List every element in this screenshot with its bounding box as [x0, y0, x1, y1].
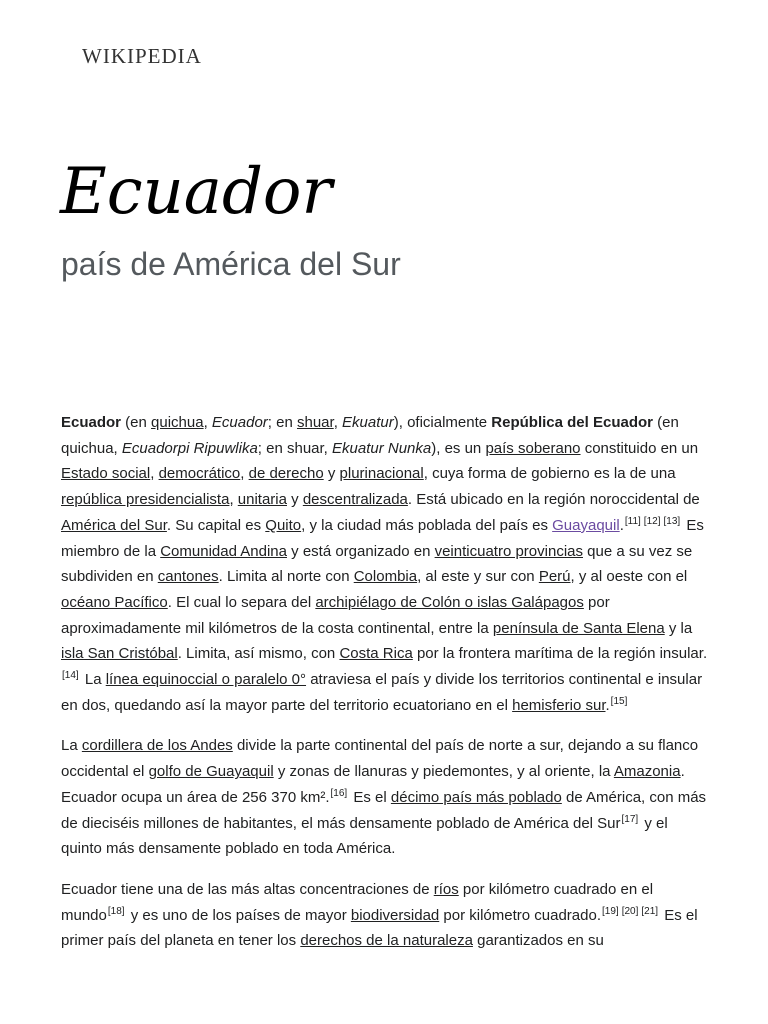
reference[interactable] — [663, 516, 680, 527]
reference-link[interactable]: [16] — [330, 787, 348, 799]
reference[interactable] — [602, 906, 619, 917]
reference-link[interactable]: [11] — [624, 515, 641, 527]
text: , cuya forma de gobierno es la de una — [423, 465, 676, 483]
link-unitaria[interactable]: unitaria — [237, 491, 287, 509]
paragraph-geography — [61, 733, 709, 862]
text: , — [229, 491, 238, 509]
text: , al este y sur con — [417, 568, 539, 586]
reference[interactable] — [644, 516, 661, 527]
text: constituido en un — [580, 439, 699, 457]
link-republica-presidencialista[interactable]: república presidencialista — [61, 491, 230, 509]
link-isla-san-cristobal[interactable]: isla San Cristóbal — [61, 645, 178, 663]
text: ; en — [267, 414, 297, 431]
link-linea-equinoccial[interactable]: línea equinoccial o paralelo 0° — [105, 671, 307, 689]
link-peru[interactable]: Perú — [538, 568, 571, 586]
link-colombia[interactable]: Colombia — [353, 568, 418, 586]
text: ; en shuar, — [257, 439, 333, 457]
reference-link[interactable]: [19] — [602, 905, 619, 917]
text: ), es un — [431, 439, 486, 457]
link-shuar[interactable]: shuar — [296, 414, 334, 431]
link-plurinacional[interactable]: plurinacional — [339, 465, 424, 483]
link-amazonia[interactable]: Amazonia — [613, 763, 681, 781]
reference[interactable] — [611, 696, 628, 707]
link-costa-rica[interactable]: Costa Rica — [339, 645, 413, 663]
article-body — [61, 410, 709, 969]
link-hemisferio-sur[interactable]: hemisferio sur — [512, 696, 606, 714]
link-peninsula-santa-elena[interactable]: península de Santa Elena — [492, 619, 665, 637]
text: La — [61, 737, 82, 755]
reference-link[interactable]: [12] — [643, 515, 661, 527]
italic-ekuatur: Ekuatur — [342, 414, 394, 431]
paragraph-intro — [61, 410, 709, 718]
text: de América, con más de dieciséis millones de habitantes, el más densamente poblado de América del Sur — [61, 788, 707, 832]
link-derechos-naturaleza[interactable]: derechos de la naturaleza — [300, 932, 473, 950]
italic-ecuador: Ecuador — [211, 414, 268, 431]
text: . Ecuador ocupa un área de 256 370 km². — [61, 763, 685, 806]
text: Es miembro de la — [61, 516, 704, 560]
reference[interactable] — [625, 516, 641, 527]
reference-link[interactable]: [21] — [641, 905, 659, 917]
bold-republica: República del Ecuador — [491, 414, 653, 431]
text: y el quinto más densamente poblado en toda América. — [61, 814, 668, 858]
text: , y la ciudad más poblada del país es — [301, 516, 553, 534]
link-veinticuatro-provincias[interactable]: veinticuatro provincias — [434, 542, 583, 560]
reference[interactable] — [62, 670, 79, 681]
text: garantizados en su — [472, 932, 604, 950]
link-comunidad-andina[interactable]: Comunidad Andina — [160, 542, 287, 560]
text: (en — [121, 414, 152, 431]
italic-ecuadorpi: Ecuadorpi Ripuwlika — [121, 439, 258, 457]
reference[interactable] — [622, 906, 639, 917]
reference[interactable] — [331, 788, 348, 799]
text: por kilómetro cuadrado. — [439, 906, 601, 924]
text: , — [240, 465, 249, 483]
reference-link[interactable]: [17] — [621, 813, 639, 825]
italic-ekuatur-nunka: Ekuatur Nunka — [332, 439, 432, 457]
text: . El cual lo separa del — [167, 593, 316, 611]
reference-link[interactable]: [14] — [62, 670, 79, 682]
text: Es el — [349, 788, 391, 806]
reference-link[interactable]: [20] — [621, 905, 639, 917]
text: . Está ubicado en la región noroccidental de — [407, 491, 700, 509]
page-description: país de América del Sur — [61, 246, 401, 282]
link-democratico[interactable]: democrático — [158, 465, 241, 483]
text: y está organizado en — [286, 542, 435, 560]
text: por kilómetro cuadrado en el mundo — [61, 880, 654, 924]
text: , y al oeste con el — [570, 568, 688, 586]
paragraph-biodiversity — [61, 877, 709, 954]
text: atraviesa el país y divide los territorios continental e insular en dos, quedando así la mayor parte del territorio ecuatoriano en el — [61, 671, 703, 714]
reference[interactable] — [108, 906, 125, 917]
text: . Limita al norte con — [218, 568, 354, 586]
link-golfo-guayaquil[interactable]: golfo de Guayaquil — [148, 763, 274, 781]
link-descentralizada[interactable]: descentralizada — [302, 491, 408, 509]
link-cantones[interactable]: cantones — [157, 568, 219, 586]
link-quito[interactable]: Quito — [265, 516, 302, 534]
link-quichua[interactable]: quichua — [151, 414, 204, 431]
text: por la frontera marítima de la región insular. — [412, 645, 708, 663]
text: , — [203, 414, 212, 431]
link-america-del-sur[interactable]: América del Sur — [61, 516, 167, 534]
reference-link[interactable]: [15] — [610, 695, 628, 707]
link-pais-soberano[interactable]: país soberano — [485, 439, 581, 457]
text: y la — [664, 619, 693, 637]
bold-ecuador: Ecuador — [61, 414, 122, 431]
reference[interactable] — [641, 906, 658, 917]
link-biodiversidad[interactable]: biodiversidad — [350, 906, 440, 924]
link-de-derecho[interactable]: de derecho — [248, 465, 324, 483]
link-estado-social[interactable]: Estado social — [61, 465, 151, 483]
page-title: Ecuador — [60, 155, 333, 229]
link-cordillera-andes[interactable]: cordillera de los Andes — [81, 737, 233, 755]
reference[interactable] — [622, 814, 639, 825]
text: Ecuador tiene una de las más altas concentraciones de — [61, 880, 434, 898]
text: . Limita, así mismo, con — [177, 645, 340, 663]
text: y — [286, 491, 303, 509]
text: , — [333, 414, 343, 431]
text: por aproximadamente mil kilómetros de la costa continental, entre la — [61, 593, 610, 637]
link-decimo-pais[interactable]: décimo país más poblado — [390, 788, 562, 806]
text: y zonas de llanuras y piedemontes, y al oriente, la — [273, 763, 614, 781]
text: y — [323, 465, 340, 483]
text: , — [150, 465, 159, 483]
text: divide la parte continental del país de norte a sur, dejando a su flanco occidental el — [61, 737, 699, 781]
reference-link[interactable]: [18] — [107, 905, 125, 917]
text: ), oficialmente — [393, 414, 492, 431]
link-guayaquil[interactable]: Guayaquil — [552, 516, 620, 534]
text: . — [605, 696, 610, 714]
text: . — [619, 516, 624, 534]
text: Es el primer país del planeta en tener los — [61, 906, 698, 950]
text: La — [80, 671, 106, 689]
text: que a su vez se subdividen en — [61, 542, 693, 586]
text: (en quichua, — [61, 414, 679, 457]
text: y es uno de los países de mayor — [126, 906, 351, 924]
link-oceano-pacifico[interactable]: océano Pacífico — [61, 593, 168, 611]
reference-link[interactable]: [13] — [663, 515, 681, 527]
wikipedia-logo[interactable]: WIKIPEDIA — [82, 44, 202, 68]
link-archipielago[interactable]: archipiélago de Colón o islas Galápagos — [315, 593, 584, 611]
link-rios[interactable]: ríos — [433, 880, 459, 898]
text: . Su capital es — [166, 516, 266, 534]
